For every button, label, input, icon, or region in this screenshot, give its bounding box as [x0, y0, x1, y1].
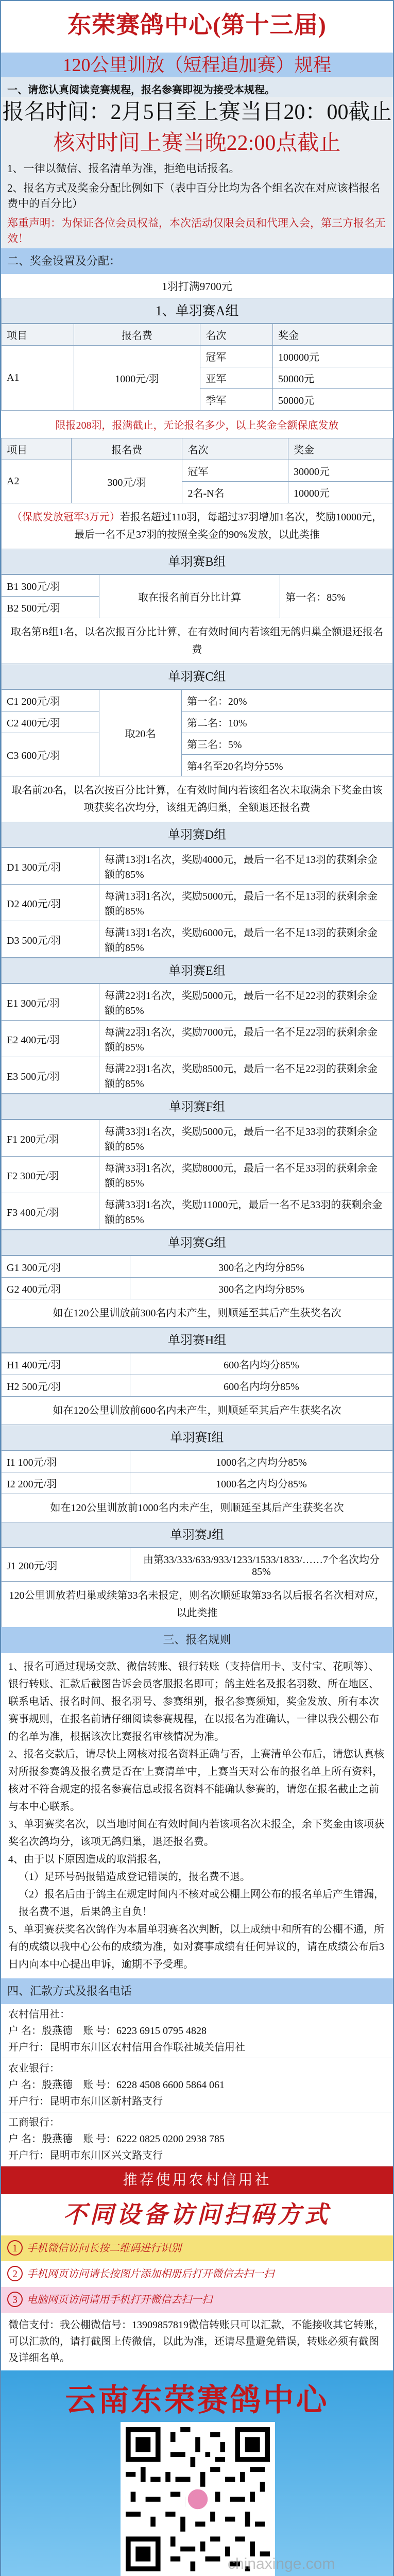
a2-item: A2	[2, 460, 72, 503]
e2-item-fee	[2, 1021, 99, 1057]
a2-fee: 300元/羽	[72, 460, 182, 503]
rule-5: 5、单羽赛获奖名次鸽作为本届单羽赛名次判断，以上成绩中和所有的公棚不通，所有的成绩以我中心公布的成绩为准，如对赛事成绩有任何异议的，请在成绩公布后3日内向本中心提出申诉，逾期不予受理。	[8, 1924, 384, 1970]
group-j-note: 120公里训放若归巢或续第33名未报定，则名次顺延取第33名以后报名名次相对应，以此类推	[1, 1582, 393, 1627]
group-g-title: 单羽赛G组	[1, 1230, 393, 1256]
g2-fee: 400元/羽	[22, 1284, 61, 1295]
site-watermark: chinaxinge.com	[228, 2555, 335, 2572]
account-number[interactable]: 6223 6915 0795 4828	[116, 2025, 207, 2037]
rule-3: 3、单羽赛奖名次，以当地时间在有效时间内若该项名次未报全，余下奖金由该项获奖名次鸽均分，该项无鸽归巢，退还报名费。	[8, 1819, 384, 1848]
b1-item-fee	[2, 575, 99, 597]
j1-desc: 由第33/333/633/933/1233/1533/1833/……7个名次均分85%	[130, 1548, 393, 1582]
c-rank-3: 第三名：5%	[181, 733, 392, 755]
qr-code-icon[interactable]	[121, 2422, 275, 2576]
b-rank: 第一名：85%	[280, 575, 393, 618]
header	[1, 1, 393, 53]
b1-item: B1	[7, 581, 19, 592]
rules-head: 三、报名规则	[1, 1627, 393, 1653]
a1-prize-2: 50000元	[273, 367, 393, 389]
registration-check: 核对时间上赛当晚22:00点截止	[53, 131, 341, 155]
group-a2-note-text: 若报名超过110羽，每超过37羽增加1名次，奖励10000元，最后一名不足37羽的按照全奖金的90%发放，以此类推	[74, 512, 383, 540]
g2-item: G2	[7, 1284, 20, 1295]
account-name-row	[8, 2077, 386, 2093]
th-prize: 奖金	[288, 438, 392, 460]
wechat-note: 微信支付：我公棚微信号：13909857819微信转账只可以汇款，不能接收其它转账，可以汇款的，请打截图上传微信，以此为准，还请尽量避免错误，转账必须有截图及详细名单。	[1, 2313, 393, 2370]
account-branch: 开户行：昆明市东川区兴文路支行	[8, 2150, 163, 2161]
number-2-icon: 2	[7, 2266, 23, 2281]
intro-line-3: 郑重声明：为保证各位会员权益，本次活动仅限会员和代理入会，第三方报名无效！	[7, 217, 386, 245]
c2-item: C2	[7, 718, 19, 729]
a1-rank-2: 亚军	[200, 367, 273, 389]
group-c-title: 单羽赛C组	[1, 664, 393, 689]
ticket-note: 1羽打满9700元	[1, 274, 393, 298]
method-1	[1, 2235, 393, 2261]
rule-1: 1、报名可通过现场交款、微信转账、银行转账（支持信用卡、支付宝、花呗等）、银行转账、汇款后截图告诉会员客服报名即可；鸽主姓名及报名羽数、所在地区、联系电话、报名时间、报名羽号、参赛组别，报名参赛须知，奖金发放、所有本次赛事规则，在报名前请仔细阅读参赛规程，在以报名为准确认，一律以我公棚公布的名单为准，根据该次比赛报名审核情况为准。	[8, 1661, 379, 1742]
account-name-row	[8, 2023, 386, 2039]
e3-fee: 500元/羽	[21, 1071, 60, 1082]
e2-item: E2	[7, 1034, 19, 1046]
rule-2: 2、报名交款后，请尽快上网核对报名资料正确与否，上赛清单公布后，请您认真核对所报参赛鸽及报名费是否在'上赛清单'中，上赛当天对公布的报名单上所有资料，核对不符合规定的报名参赛信息或报名资料不能确认参赛的，请您在报名截止之前与本中心联系。	[8, 1749, 384, 1812]
d2-item-fee	[2, 885, 99, 921]
account-bank: 工商银行：	[8, 2117, 60, 2128]
th-prize: 奖金	[273, 324, 393, 346]
a1-rank-3: 季军	[200, 389, 273, 411]
method-2	[1, 2261, 393, 2287]
group-a2-note-red: （保底发放冠军3万元）	[11, 512, 120, 523]
c-rank-2: 第二名：10%	[181, 711, 392, 733]
group-a2-note	[1, 503, 393, 549]
th-fee: 报名费	[74, 324, 200, 346]
c3-fee: 600元/羽	[21, 750, 60, 761]
page-title: 东荣赛鸽中心(第十三届)	[67, 12, 327, 38]
a2-prize-1: 30000元	[288, 460, 392, 482]
f2-desc: 每满33羽1名次，奖励8000元，最后一名不足33羽的获剩余金额的85%	[99, 1157, 393, 1193]
group-g-table	[1, 1256, 393, 1299]
method-1-text: 手机微信访问长按二维码进行识别	[27, 2243, 181, 2254]
account-number[interactable]: 6228 4508 6600 5864 061	[116, 2079, 225, 2091]
i1-item: I1	[7, 1457, 15, 1468]
group-i-note: 如在120公里训放前1000名内未产生，则顺延至其后产生获奖名次	[1, 1494, 393, 1522]
account-name: 殷燕德	[42, 2025, 73, 2037]
i1-fee: 100元/羽	[18, 1457, 57, 1468]
th-item: 项目	[2, 324, 74, 346]
rule-4: 4、由于以下原因造成的取消报名，	[8, 1854, 168, 1865]
i2-item: I2	[7, 1479, 15, 1490]
d1-item-fee	[2, 848, 99, 885]
c1-item: C1	[7, 696, 19, 707]
c2-item-fee	[2, 711, 99, 733]
e3-item-fee	[2, 1057, 99, 1094]
group-j-table	[1, 1548, 393, 1582]
f2-fee: 300元/羽	[20, 1170, 59, 1182]
qr-area	[1, 2370, 393, 2576]
intro-line-1: 1、一律以微信、报名清单为准，拒绝电话报名。	[7, 162, 240, 175]
d3-fee: 500元/羽	[22, 935, 61, 946]
g1-fee: 300元/羽	[22, 1262, 61, 1274]
th-rank: 名次	[182, 438, 288, 460]
d3-item-fee	[2, 921, 99, 958]
account-bank: 农业银行：	[8, 2063, 60, 2074]
group-h-table	[1, 1353, 393, 1397]
c-rank-1: 第一名：20%	[181, 690, 392, 711]
account-name-row	[8, 2131, 386, 2147]
group-d-title: 单羽赛D组	[1, 822, 393, 848]
a2-rank-2: 2名-N名	[182, 482, 288, 503]
h1-item-fee	[2, 1353, 130, 1375]
f1-fee: 200元/羽	[20, 1133, 59, 1145]
c3-item: C3	[7, 750, 19, 761]
d2-desc: 每满13羽1名次，奖励5000元，最后一名不足13羽的获剩余金额的85%	[99, 885, 393, 921]
d2-fee: 400元/羽	[22, 898, 61, 910]
recommend-banner: 推荐使用农村信用社	[1, 2166, 393, 2194]
e2-fee: 400元/羽	[21, 1034, 60, 1046]
h1-item: H1	[7, 1360, 20, 1371]
h1-fee: 400元/羽	[22, 1360, 61, 1371]
qr-code-graphic	[126, 2427, 270, 2571]
group-a-title: 1、单羽赛A组	[1, 298, 393, 324]
g1-item: G1	[7, 1262, 20, 1274]
e3-desc: 每满22羽1名次，奖励8500元，最后一名不足22羽的获剩余金额的85%	[99, 1057, 393, 1094]
f1-item: F1	[7, 1133, 18, 1145]
g1-desc: 300名之内均分85%	[130, 1256, 393, 1278]
rule-4-2: （2）报名后由于鸽主在规定时间内不核对或公棚上网公布的报名单后产生错漏，报名费不退，后果鸽主自负！	[19, 1889, 384, 1918]
g1-item-fee	[2, 1256, 130, 1278]
account-name: 殷燕德	[42, 2079, 73, 2091]
g2-item-fee	[2, 1278, 130, 1299]
account-number-label: 账 号：	[83, 2079, 116, 2091]
a1-fee: 1000元/羽	[74, 346, 200, 411]
j1-item: J1	[7, 1560, 16, 1572]
c2-fee: 400元/羽	[21, 718, 60, 729]
account-number-label: 账 号：	[83, 2025, 116, 2037]
h2-item-fee	[2, 1375, 130, 1397]
d3-item: D3	[7, 935, 20, 946]
i1-item-fee	[2, 1451, 130, 1472]
prize-setup-label: 二、奖金设置及分配：	[1, 248, 393, 274]
a1-item: A1	[2, 346, 74, 411]
c1-item-fee	[2, 690, 99, 711]
group-b-note: 取名第B组1名，以名次报百分比计算，在有效时间内若该组无鸽归巢全额退还报名费	[1, 618, 393, 664]
a2-prize-2: 10000元	[288, 482, 392, 503]
group-f-table	[1, 1120, 393, 1230]
f3-item: F3	[7, 1207, 18, 1218]
d1-fee: 300元/羽	[22, 861, 61, 873]
i1-desc: 1000名之内均分85%	[130, 1451, 393, 1472]
top-notice: 一、请您认真阅读竞赛规程，报名参赛即视为接受本规程。	[1, 77, 393, 97]
group-c-middle: 取20名	[99, 690, 182, 776]
account-name-label: 户 名：	[8, 2025, 42, 2037]
th-fee: 报名费	[72, 438, 182, 460]
f1-desc: 每满33羽1名次，奖励5000元，最后一名不足33羽的获剩余金额的85%	[99, 1120, 393, 1157]
h2-fee: 500元/羽	[22, 1381, 61, 1393]
intro-line-2: 2、报名方式及奖金分配比例如下（表中百分比均为各个组名次在对应该档报名费中的百分比）	[7, 182, 381, 210]
group-e-table	[1, 984, 393, 1094]
group-d-table	[1, 848, 393, 958]
account-bank: 农村信用社：	[8, 2009, 70, 2020]
d2-item: D2	[7, 898, 20, 910]
f1-item-fee	[2, 1120, 99, 1157]
a2-rank-1: 冠军	[182, 460, 288, 482]
h2-item: H2	[7, 1381, 20, 1393]
group-c-note: 取名前20名，以名次按百分比计算，在有效时间内若该组名次未取满余下奖金由该项获奖名次均分，该组无鸽归巢，全额退还报名费	[1, 776, 393, 822]
c1-fee: 200元/羽	[21, 696, 60, 707]
f3-item-fee	[2, 1193, 99, 1230]
method-3-text: 电脑网页访问请用手机打开微信去扫一扫	[27, 2294, 212, 2306]
e1-fee: 300元/羽	[21, 997, 60, 1009]
account-name-label: 户 名：	[8, 2079, 42, 2091]
group-j-title: 单羽赛J组	[1, 1522, 393, 1548]
group-i-table	[1, 1450, 393, 1494]
j1-fee: 200元/羽	[18, 1560, 58, 1572]
account-number-label: 账 号：	[83, 2133, 116, 2145]
j1-item-fee	[2, 1548, 130, 1582]
th-item: 项目	[2, 438, 72, 460]
account-icbc	[1, 2112, 393, 2166]
group-h-note: 如在120公里训放前600名内未产生，则顺延至其后产生获奖名次	[1, 1397, 393, 1425]
qr-title: 云南东荣赛鸽中心	[65, 2383, 329, 2417]
group-a-red-note: 限报208羽，报满截止，无论报名多少，以上奖金全额保底发放	[1, 411, 393, 438]
account-branch: 开户行：昆明市东川区农村信用合作联社城关信用社	[8, 2042, 245, 2053]
account-name-label: 户 名：	[8, 2133, 42, 2145]
group-a2-table	[1, 438, 393, 503]
registration-deadline: 报名时间：2月5日至上赛当日20：00截止	[2, 100, 392, 124]
h1-desc: 600名内均分85%	[130, 1353, 393, 1375]
group-h-title: 单羽赛H组	[1, 1327, 393, 1353]
b2-item: B2	[7, 603, 19, 614]
account-number[interactable]: 6222 0825 0200 2938 785	[116, 2133, 225, 2145]
b1-fee: 300元/羽	[21, 581, 60, 592]
i2-item-fee	[2, 1472, 130, 1494]
e1-item-fee	[2, 984, 99, 1021]
h2-desc: 600名内均分85%	[130, 1375, 393, 1397]
method-2-text: 手机网页访问请长按图片添加相册后打开微信去扫一扫	[27, 2268, 274, 2280]
e3-item: E3	[7, 1071, 19, 1082]
d3-desc: 每满13羽1名次，奖励6000元，最后一名不足13羽的获剩余金额的85%	[99, 921, 393, 958]
b2-fee: 500元/羽	[21, 603, 60, 614]
f2-item: F2	[7, 1170, 18, 1182]
d1-desc: 每满13羽1名次，奖励4000元，最后一名不足13羽的获剩余金额的85%	[99, 848, 393, 885]
number-1-icon: 1	[7, 2240, 23, 2256]
i2-fee: 200元/羽	[18, 1479, 57, 1490]
a1-prize-1: 100000元	[273, 346, 393, 367]
e1-desc: 每满22羽1名次，奖励5000元，最后一名不足22羽的获剩余金额的85%	[99, 984, 393, 1021]
rule-4-1: （1）足环号码报错造成登记错误的，报名费不退。	[19, 1871, 250, 1883]
f3-fee: 400元/羽	[20, 1207, 59, 1218]
a1-rank-1: 冠军	[200, 346, 273, 367]
e1-item: E1	[7, 997, 19, 1009]
group-b-title: 单羽赛B组	[1, 549, 393, 574]
f2-item-fee	[2, 1157, 99, 1193]
number-3-icon: 3	[7, 2292, 23, 2307]
group-g-note: 如在120公里训放前300名内未产生，则顺延至其后产生获奖名次	[1, 1299, 393, 1327]
group-b-middle: 取在报名前百分比计算	[99, 575, 280, 618]
e2-desc: 每满22羽1名次，奖励7000元，最后一名不足22羽的获剩余金额的85%	[99, 1021, 393, 1057]
page-subtitle: 120公里训放（短程追加赛）规程	[1, 53, 393, 77]
account-agri	[1, 2058, 393, 2112]
c3-item-fee	[2, 733, 99, 776]
accounts-head: 四、汇款方式及报名电话	[1, 1978, 393, 2004]
method-title: 不同设备访问扫码方式	[1, 2194, 393, 2235]
th-rank: 名次	[200, 324, 273, 346]
account-branch: 开户行：昆明市东川区新村路支行	[8, 2096, 163, 2107]
f3-desc: 每满33羽1名次，奖励11000元，最后一名不足33羽的获剩余金额的85%	[99, 1193, 393, 1230]
d1-item: D1	[7, 861, 20, 873]
rules-block	[1, 1653, 393, 1978]
method-3	[1, 2287, 393, 2313]
group-i-title: 单羽赛I组	[1, 1425, 393, 1450]
group-e-title: 单羽赛E组	[1, 958, 393, 984]
group-b-table	[1, 574, 393, 618]
a1-prize-3: 50000元	[273, 389, 393, 411]
b2-item-fee	[2, 597, 99, 618]
account-rural	[1, 2004, 393, 2058]
c-rank-extra: 第4名至20名均分55%	[181, 755, 392, 776]
group-c-table	[1, 689, 393, 776]
g2-desc: 300名之内均分85%	[130, 1278, 393, 1299]
group-a-table	[1, 324, 393, 411]
i2-desc: 1000名之内均分85%	[130, 1472, 393, 1494]
group-f-title: 单羽赛F组	[1, 1094, 393, 1120]
account-name: 殷燕德	[42, 2133, 73, 2145]
